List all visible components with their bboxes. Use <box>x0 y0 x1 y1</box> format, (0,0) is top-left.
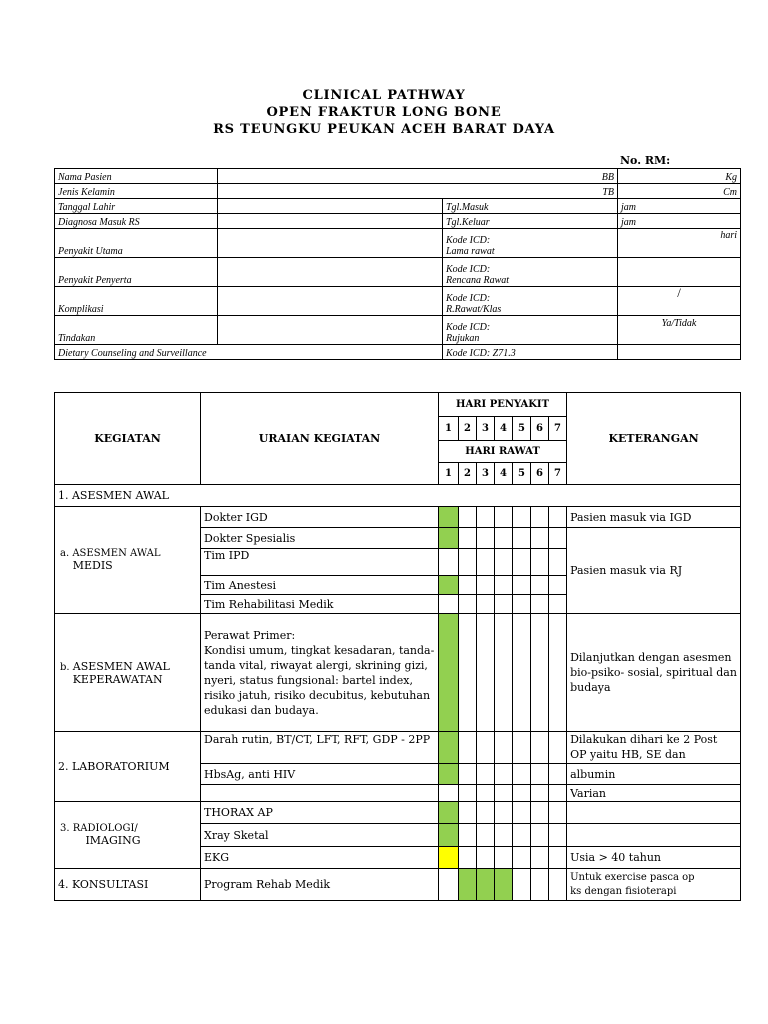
item-hbsag: HbsAg, anti HIV <box>201 764 439 785</box>
day-cell <box>439 614 459 732</box>
header-uraian: URAIAN KEGIATAN <box>201 393 439 485</box>
ket-rj: Pasien masuk via RJ <box>567 528 741 614</box>
label-diagnosa: Diagnosa Masuk RS <box>55 214 218 229</box>
label-cm: Cm <box>618 184 741 199</box>
section-asesmen-awal: 1. ASESMEN AWAL <box>55 485 741 507</box>
day-header-3: 3 <box>477 463 495 485</box>
label-rujukan: Rujukan <box>446 332 480 344</box>
label-komplikasi: Komplikasi <box>55 287 218 316</box>
label-penyakit-utama: Penyakit Utama <box>55 229 218 258</box>
ket-lab-3: Varian <box>567 785 741 802</box>
label-rawat-klas: R.Rawat/Klas <box>446 303 502 315</box>
label-jam-1: jam <box>618 199 741 214</box>
label-slash: / <box>618 287 741 316</box>
item-dokter-igd: Dokter IGD <box>201 507 439 528</box>
day-header-3: 3 <box>477 417 495 441</box>
day-header-6: 6 <box>531 463 549 485</box>
label-tanggal-lahir: Tanggal Lahir <box>55 199 218 214</box>
day-header-7: 7 <box>549 463 567 485</box>
item-tim-rehab: Tim Rehabilitasi Medik <box>201 595 439 614</box>
section-konsultasi: 4. KONSULTASI <box>55 869 201 901</box>
asesmen-awal-keperawatan: b. ASESMEN AWAL KEPERAWATAN <box>55 614 201 732</box>
day-cell <box>439 732 459 764</box>
day-header-5: 5 <box>513 417 531 441</box>
title-line-2: OPEN FRAKTUR LONG BONE <box>266 105 502 120</box>
item-ekg: EKG <box>201 847 439 869</box>
day-cell <box>439 576 459 595</box>
pathway-table <box>54 392 741 901</box>
day-cell <box>439 528 459 549</box>
ket-igd: Pasien masuk via IGD <box>567 507 741 528</box>
item-perawat-primer: Perawat Primer: Kondisi umum, tingkat kesadaran, tanda-tanda vital, riwayat alergi, skrining gizi, nyeri, status fungsional: bartel index, risiko jatuh, risiko decubitus, kebutuhan edukasi dan budaya. <box>201 614 439 732</box>
label-tgl-masuk: Tgl.Masuk <box>443 199 618 214</box>
label-kg: Kg <box>618 169 741 184</box>
label-hari: hari <box>618 229 741 258</box>
item-thorax: THORAX AP <box>201 802 439 824</box>
ket-keperawatan: Dilanjutkan dengan asesmen bio-psiko- sosial, spiritual dan budaya <box>567 614 741 732</box>
day-cell <box>459 869 477 901</box>
item-tim-ipd: Tim IPD <box>201 549 439 576</box>
item-tim-anestesi: Tim Anestesi <box>201 576 439 595</box>
title-line-1: CLINICAL PATHWAY <box>302 88 466 103</box>
day-header-4: 4 <box>495 417 513 441</box>
label-tb: TB <box>218 184 618 199</box>
day-header-4: 4 <box>495 463 513 485</box>
label-ya-tidak: Ya/Tidak <box>618 316 741 345</box>
label-kode-icd-2: Kode ICD: <box>446 264 491 275</box>
day-header-2: 2 <box>459 417 477 441</box>
header-hari-penyakit: HARI PENYAKIT <box>439 393 567 417</box>
no-rm-label: No. RM: <box>620 154 671 167</box>
ket-lab-1: Dilakukan dihari ke 2 Post OP yaitu HB, SE dan <box>567 732 741 764</box>
ket-lab-2: albumin <box>567 764 741 785</box>
label-rencana-rawat: Rencana Rawat <box>446 274 510 286</box>
label-kode-icd-1: Kode ICD: <box>446 235 491 246</box>
label-kode-icd-4: Kode ICD: <box>446 322 491 333</box>
label-tgl-keluar: Tgl.Keluar <box>443 214 618 229</box>
day-cell <box>439 847 459 869</box>
label-kode-icd-5: Kode ICD: Z71.3 <box>443 345 618 360</box>
title-line-3: RS TEUNGKU PEUKAN ACEH BARAT DAYA <box>213 122 555 137</box>
day-header-2: 2 <box>459 463 477 485</box>
label-tindakan: Tindakan <box>55 316 218 345</box>
section-laboratorium: 2. LABORATORIUM <box>55 732 201 802</box>
label-lama-rawat: Lama rawat <box>446 245 495 257</box>
day-header-1: 1 <box>439 463 459 485</box>
section-radiologi: 3. RADIOLOGI/ IMAGING <box>55 802 201 869</box>
label-penyakit-penyerta: Penyakit Penyerta <box>55 258 218 287</box>
patient-info-table <box>54 168 741 360</box>
item-dokter-spesialis: Dokter Spesialis <box>201 528 439 549</box>
label-jam-2: jam <box>618 214 741 229</box>
label-kode-icd-3: Kode ICD: <box>446 293 491 304</box>
ket-ekg: Usia > 40 tahun <box>567 847 741 869</box>
header-keterangan: KETERANGAN <box>567 393 741 485</box>
label-dietary: Dietary Counseling and Surveillance <box>55 345 443 360</box>
day-cell <box>439 824 459 847</box>
day-cell <box>477 869 495 901</box>
header-kegiatan: KEGIATAN <box>55 393 201 485</box>
item-darah-rutin: Darah rutin, BT/CT, LFT, RFT, GDP - 2PP <box>201 732 439 764</box>
label-bb: BB <box>218 169 618 184</box>
day-header-5: 5 <box>513 463 531 485</box>
day-cell <box>495 869 513 901</box>
day-header-6: 6 <box>531 417 549 441</box>
day-header-7: 7 <box>549 417 567 441</box>
item-xray: Xray Sketal <box>201 824 439 847</box>
day-cell <box>439 764 459 785</box>
day-header-1: 1 <box>439 417 459 441</box>
item-rehab-medik: Program Rehab Medik <box>201 869 439 901</box>
label-nama-pasien: Nama Pasien <box>55 169 218 184</box>
ket-konsultasi: Untuk exercise pasca op ks dengan fisioterapi <box>567 869 741 901</box>
asesmen-awal-medis: a. ASESMEN AWAL MEDIS <box>55 507 201 614</box>
header-hari-rawat: HARI RAWAT <box>439 441 567 463</box>
day-cell <box>439 802 459 824</box>
label-jenis-kelamin: Jenis Kelamin <box>55 184 218 199</box>
day-cell <box>439 507 459 528</box>
